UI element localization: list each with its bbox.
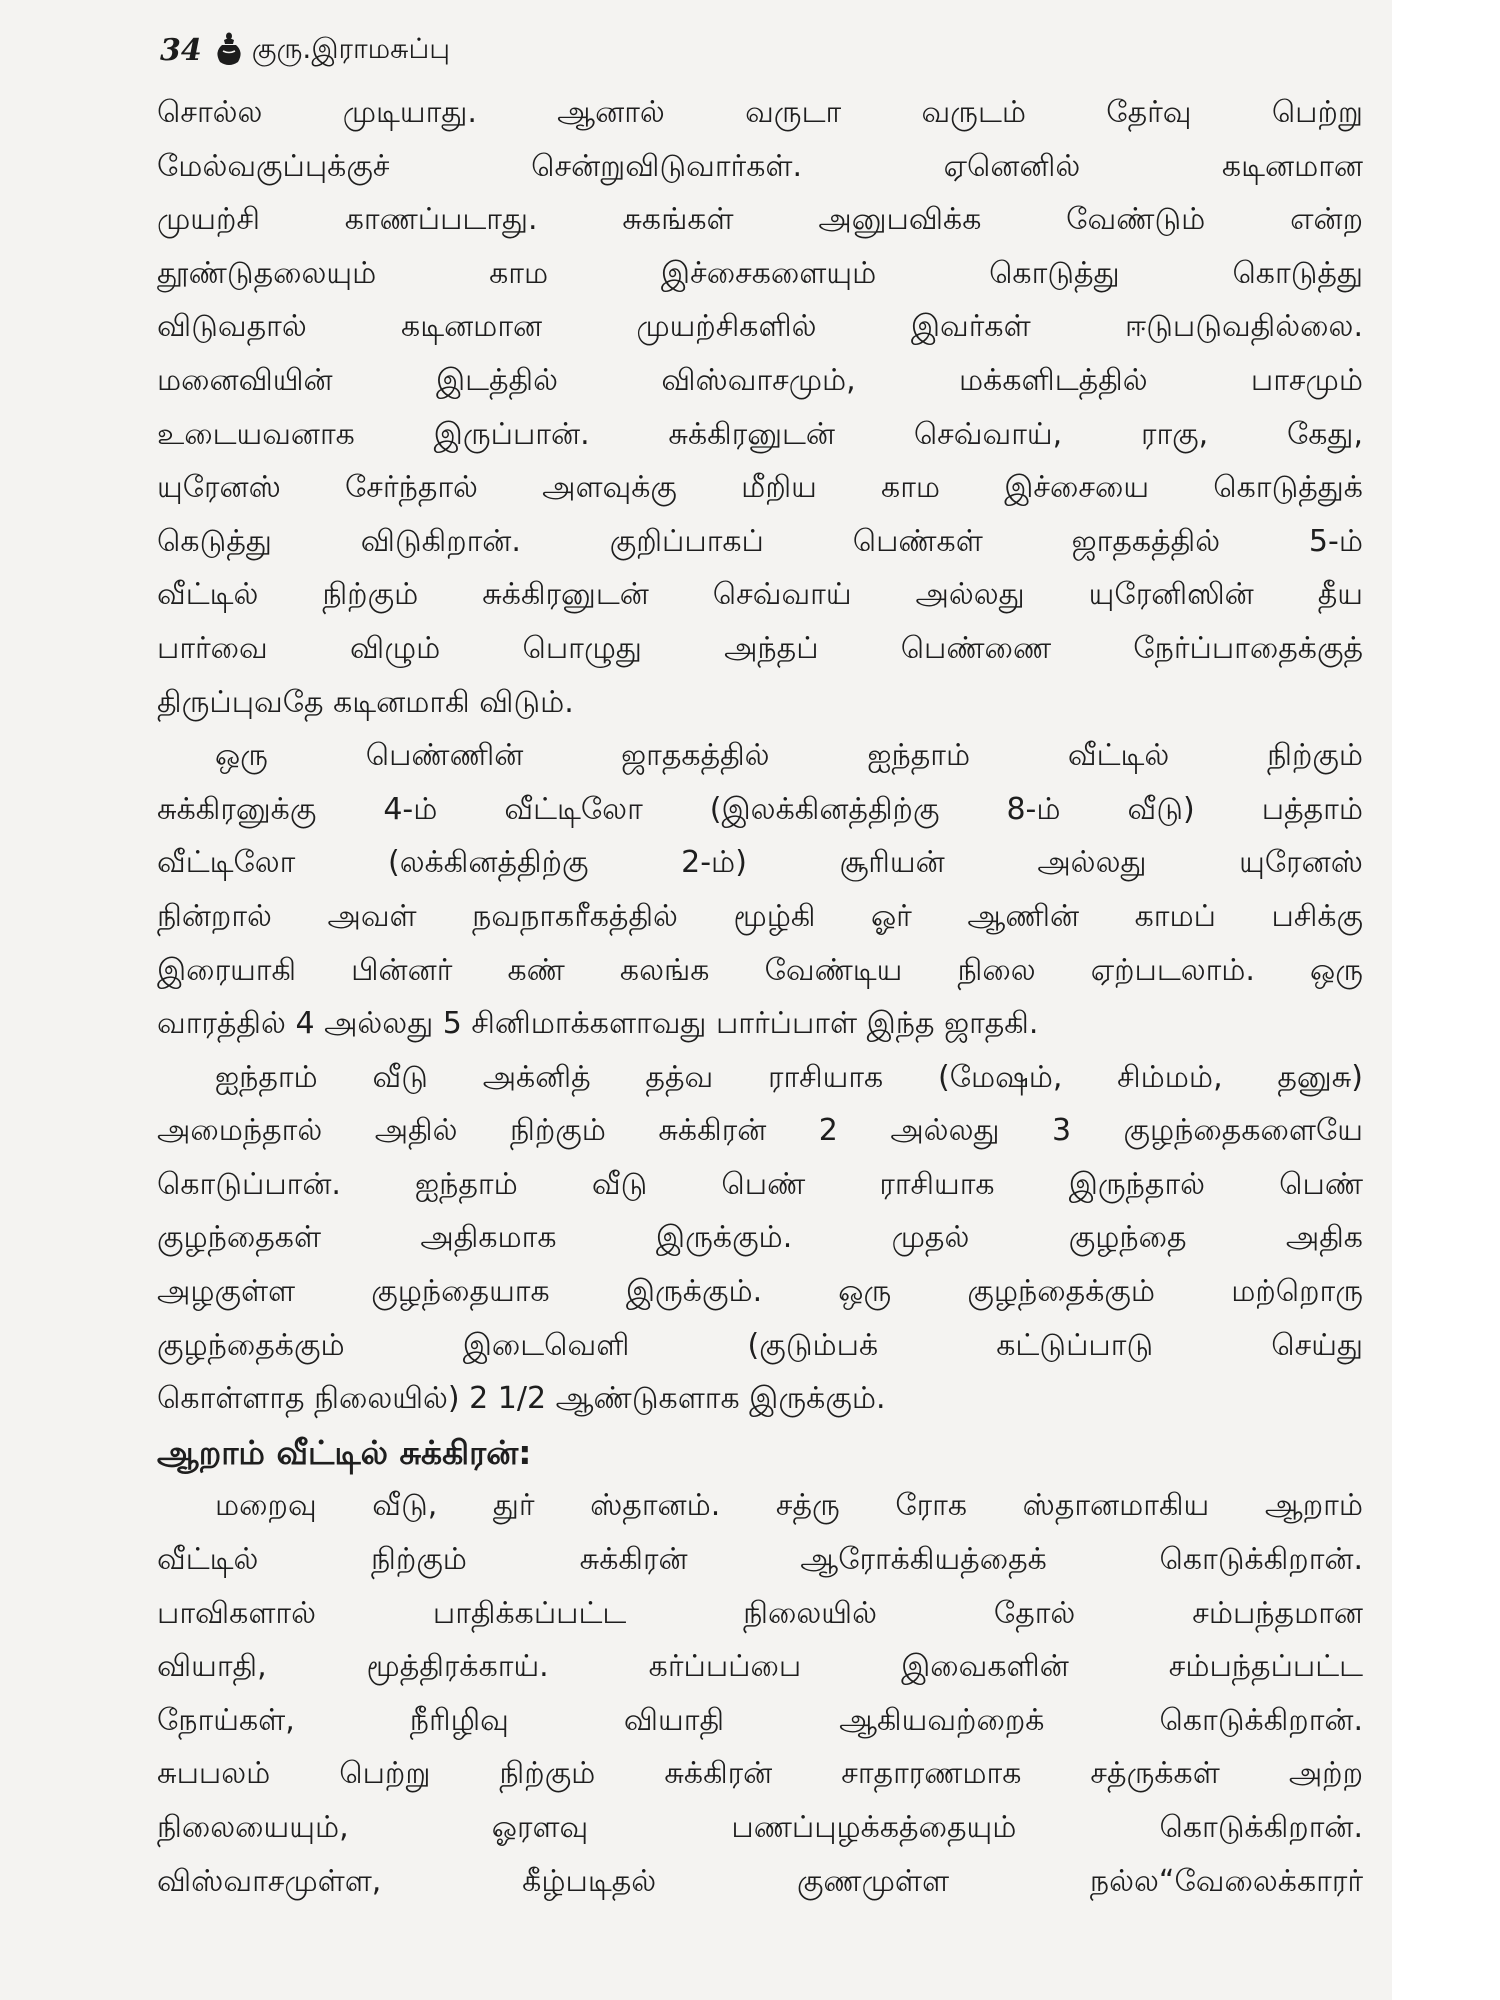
text-line: குழந்தைக்கும் இடைவெளி (குடும்பக் கட்டுப்பாடு செய்து — [157, 1327, 1363, 1363]
text-line: கொள்ளாத நிலையில்) 2 1/2 ஆண்டுகளாக இருக்கும். — [157, 1381, 886, 1417]
text-line: நோய்கள், நீரிழிவு வியாதி ஆகியவற்றைக் கொடுக்கிறான். — [157, 1702, 1363, 1738]
text-line: வாரத்தில் 4 அல்லது 5 சினிமாக்களாவது பார்ப்பாள் இந்த ஜாதகி. — [157, 1006, 1039, 1042]
pot-emblem-icon — [214, 32, 244, 68]
text-line: யுரேனஸ் சேர்ந்தால் அளவுக்கு மீறிய காம இச்சையை கொடுத்துக் — [157, 470, 1363, 506]
text-line: முயற்சி காணப்படாது. சுகங்கள் அனுபவிக்க வேண்டும் என்ற — [157, 202, 1363, 238]
page-body — [157, 86, 1363, 1908]
text-line: மறைவு வீடு, துர் ஸ்தானம். சத்ரு ரோக ஸ்தானமாகிய ஆறாம் — [215, 1488, 1363, 1524]
text-line: திருப்புவதே கடினமாகி விடும். — [157, 684, 574, 720]
text-line: நின்றால் அவள் நவநாகரீகத்தில் மூழ்கி ஓர் ஆணின் காமப் பசிக்கு — [157, 898, 1363, 934]
page-margin — [1392, 0, 1500, 2000]
text-line: நிலையையும், ஓரளவு பணப்புழக்கத்தையும் கொடுக்கிறான். — [157, 1810, 1363, 1845]
paragraph-1 — [157, 86, 1363, 729]
text-line: சுக்கிரனுக்கு 4-ம் வீட்டிலோ (இலக்கினத்திற்கு 8-ம் வீடு) பத்தாம் — [157, 791, 1363, 827]
page-header — [160, 24, 450, 76]
text-line: அழகுள்ள குழந்தையாக இருக்கும். ஒரு குழந்தைக்கும் மற்றொரு — [157, 1274, 1363, 1310]
text-line: கொடுப்பான். ஐந்தாம் வீடு பெண் ராசியாக இருந்தால் பெண் — [157, 1166, 1363, 1202]
text-line: சொல்ல முடியாது. ஆனால் வருடா வருடம் தேர்வு பெற்று — [157, 95, 1363, 130]
text-line: விடுவதால் கடினமான முயற்சிகளில் இவர்கள் ஈடுபடுவதில்லை. — [157, 309, 1363, 345]
book-author-title: குரு.இராமசுப்பு — [251, 31, 451, 65]
text-line: விஸ்வாசமுள்ள, கீழ்படிதல் குணமுள்ள நல்ல“வேலைக்காரர் — [157, 1863, 1363, 1899]
paragraph-2 — [157, 729, 1363, 1051]
text-line: ஒரு பெண்ணின் ஜாதகத்தில் ஐந்தாம் வீட்டில் நிற்கும் — [215, 738, 1363, 774]
text-line: கெடுத்து விடுகிறான். குறிப்பாகப் பெண்கள் ஜாதகத்தில் 5-ம் — [157, 523, 1363, 559]
text-line: வீட்டிலோ (லக்கினத்திற்கு 2-ம்) சூரியன் அல்லது யுரேனஸ் — [157, 845, 1363, 881]
paragraph-4 — [157, 1479, 1363, 1908]
text-line: பார்வை விழும் பொழுது அந்தப் பெண்ணை நேர்ப்பாதைக்குத் — [157, 630, 1363, 666]
text-line: பாவிகளால் பாதிக்கப்பட்ட நிலையில் தோல் சம்பந்தமான — [157, 1595, 1363, 1631]
text-line: வீட்டில் நிற்கும் சுக்கிரன் ஆரோக்கியத்தைக் கொடுக்கிறான். — [157, 1542, 1363, 1578]
text-line: மனைவியின் இடத்தில் விஸ்வாசமும், மக்களிடத்தில் பாசமும் — [157, 362, 1363, 398]
text-line: உடையவனாக இருப்பான். சுக்கிரனுடன் செவ்வாய், ராகு, கேது, — [157, 416, 1363, 452]
text-line: சுபபலம் பெற்று நிற்கும் சுக்கிரன் சாதாரணமாக சத்ருக்கள் அற்ற — [157, 1756, 1363, 1792]
text-line: அமைந்தால் அதில் நிற்கும் சுக்கிரன் 2 அல்லது 3 குழந்தைகளையே — [157, 1113, 1363, 1149]
section-heading: ஆறாம் வீட்டில் சுக்கிரன்: — [157, 1432, 532, 1472]
text-line: மேல்வகுப்புக்குச் சென்றுவிடுவார்கள். ஏனெனில் கடினமான — [157, 148, 1363, 184]
page-number: 34 — [160, 32, 202, 68]
text-line: இரையாகி பின்னர் கண் கலங்க வேண்டிய நிலை ஏற்படலாம். ஒரு — [157, 952, 1363, 988]
text-line: ஐந்தாம் வீடு அக்னித் தத்வ ராசியாக (மேஷம், சிம்மம், தனுசு) — [215, 1059, 1363, 1095]
text-line: தூண்டுதலையும் காம இச்சைகளையும் கொடுத்து கொடுத்து — [157, 255, 1363, 291]
text-line: குழந்தைகள் அதிகமாக இருக்கும். முதல் குழந்தை அதிக — [157, 1220, 1363, 1256]
text-line: வியாதி, மூத்திரக்காய். கர்ப்பப்பை இவைகளின் சம்பந்தப்பட்ட — [157, 1649, 1363, 1685]
text-line: வீட்டில் நிற்கும் சுக்கிரனுடன் செவ்வாய் அல்லது யுரேனிஸின் தீய — [157, 577, 1363, 613]
paragraph-3 — [157, 1051, 1363, 1426]
